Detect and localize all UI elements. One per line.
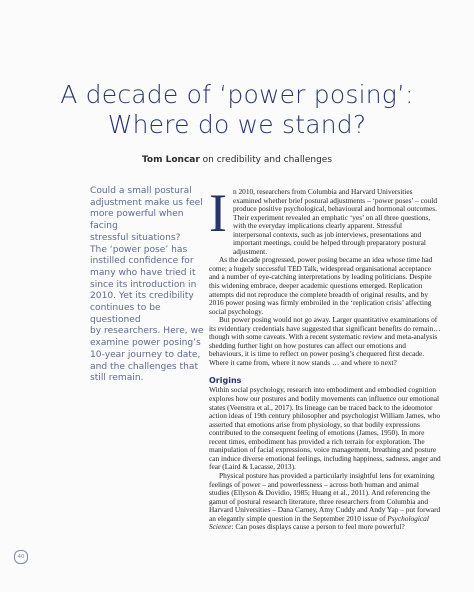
pull-line: still remain. bbox=[90, 373, 144, 384]
title-line-2: Where do we stand? bbox=[107, 110, 367, 139]
pull-line: and the challenges that bbox=[90, 361, 199, 372]
page-number: 40 bbox=[14, 550, 28, 564]
pull-line: since its introduction in bbox=[90, 279, 197, 290]
article-body bbox=[209, 183, 441, 532]
paragraph-text: : Can poses displays cause a person to feel more powerful? bbox=[231, 522, 405, 532]
body-paragraph: Within social psychology, research into embodiment and embodied cognition explores how our postures and bodily movements can influence our emotional states (Veenstra et al., 2017). Its lineage can be traced back to the ideomotor action ideas of 19th century philosopher and psychologist William James, who asserted that emotions arise from physiology, so that bodily expressions contributed to the consequent feeling of emotions (James, 1950). In more recent times, embodiment has provided a rich terrain for exploration. The manipulation of facial expressions, voice management, breathing and posture can induce diverse emotional feelings, including happiness, sadness, anger and fear (Laird & Lacasse, 2013). bbox=[209, 385, 441, 472]
pull-quote bbox=[90, 186, 205, 385]
pull-line: stressful situations? bbox=[90, 232, 181, 243]
byline-text: on credibility and challenges bbox=[199, 155, 333, 165]
byline bbox=[0, 155, 474, 165]
pull-line: 2010. Yet its credibility bbox=[90, 291, 194, 302]
pull-line: adjustment make us feel bbox=[90, 197, 203, 208]
intro-paragraph bbox=[209, 183, 441, 256]
paragraph-text: Physical posture has provided a particularly insightful lens for examining feelings of power – and powerlessness – across both human and animal studies (Ellyson & Dovidio, 1985; Huang et al., 2011). And referencing the gamut of postural research literature, three researchers from Columbia and Harvard Universities – Dana Carney, Amy Cuddy and Andy Yap – put forward an elegantly simple question in the September 2010 issue of bbox=[209, 470, 441, 523]
body-paragraph bbox=[209, 472, 441, 532]
pull-line: by researchers. Here, we bbox=[90, 326, 204, 337]
article-title bbox=[0, 80, 474, 140]
pull-line: more powerful when facing bbox=[90, 209, 184, 232]
section-heading-origins: Origins bbox=[209, 376, 242, 386]
pull-line: continues to be questioned bbox=[90, 303, 161, 325]
body-paragraph: But power posing would not go away. Larger quantitative examinations of its evidentiary credentials have suggested that significant benefits do remain… though with some caveats. With a recent systematic review and meta-analysis shedding further light on how postures can affect our emotions and behaviours, it is time to reflect on power posing’s chequered first decade. Where it came from, where it now stands … and where to next? bbox=[209, 315, 441, 367]
drop-cap: I bbox=[209, 183, 227, 243]
body-paragraph: As the decade progressed, power posing became an idea whose time had come; a hugely successful TED Talk, widespread organisational acceptance and a number of eye-catching interpretations by leading politicians. Despite this widening embrace, deeper academic questions emerged. Replication attempts did not reproduce the complete breadth of original results, and by 2016 power posing was firmly embroiled in the ‘replication crisis’ affecting social psychology. bbox=[209, 255, 433, 316]
title-line-1: A decade of ‘power posing’: bbox=[60, 80, 414, 109]
pull-line: instilled confidence for bbox=[90, 256, 194, 267]
pull-line: Could a small postural bbox=[90, 186, 192, 196]
pull-line: The ‘power pose’ has bbox=[90, 244, 188, 255]
pull-line: examine power posing’s bbox=[90, 338, 201, 349]
pull-line: 10-year journey to date, bbox=[90, 349, 201, 360]
journal-title: Psychological Science bbox=[209, 513, 429, 532]
pull-line: many who have tried it bbox=[90, 267, 196, 278]
intro-text: n 2010, researchers from Columbia and Harvard Universities examined whether brief postural adjustments – ‘power poses’ – could produce positive psychological, behavioural and hormonal outcomes. Their experiment revealed an emphatic ‘yes’ on all three questions, with the everyday implications clearly apparent. Stressful interpersonal contexts, such as job interviews, presentations and important meetings, could be helped through preparatory postural adjustment. bbox=[232, 187, 437, 256]
author-name: Tom Loncar bbox=[141, 155, 200, 165]
